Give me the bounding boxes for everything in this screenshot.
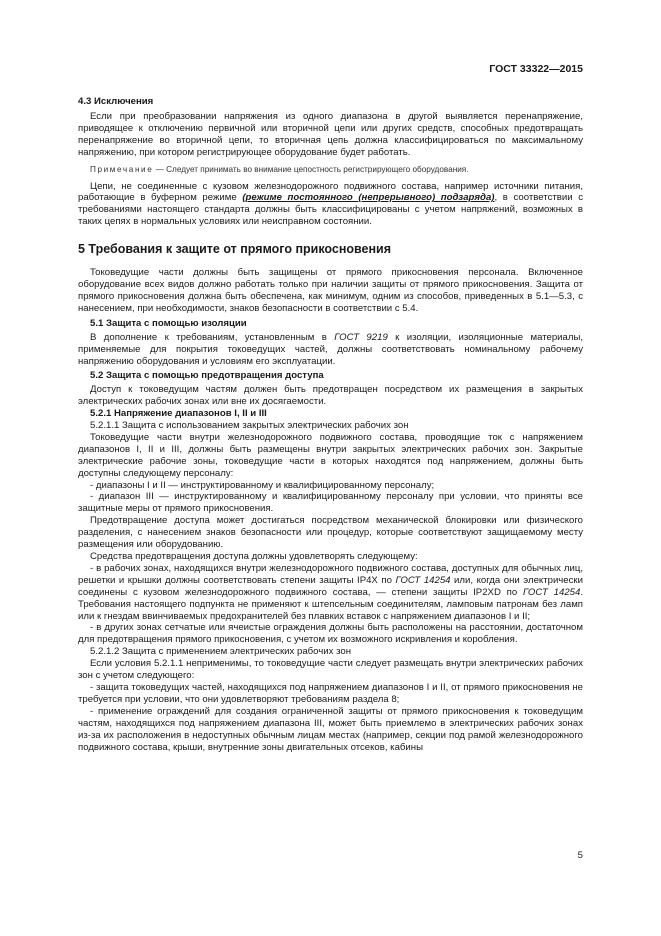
standard-code-header: ГОСТ 33322—2015 — [489, 63, 583, 75]
list-item-range-3-barriers: - применение ограждений для создания ограниченной защиты от прямого прикосновения к токоведущим частям, находящихся под напряжением диапазона III, может быть приемлемо в электрических рабочих зонах из-за их расположения в недоступных обычным лицам местах (например, секции под рамой железнодорожного подвижного состава, крыши, внутренние зоны двигательных отсеков, кабины — [78, 705, 583, 753]
section-4-3-note — [78, 165, 583, 175]
note-label: Примечание — [90, 164, 154, 174]
p2-part-a: Цепи, не соединенные с кузовом железнодорожного подвижного состава, например источники питания, работающие в буферном режиме — [78, 180, 583, 204]
section-4-3-paragraph-2 — [78, 181, 583, 229]
li3-part-a: - в рабочих зонах, находящихся внутри железнодорожного подвижного состава, доступных для обычных лиц, решетки и крышки должны соответствовать степени защиты IP4X по — [78, 562, 583, 586]
section-5-2-1-title: 5.2.1 Напряжение диапазонов I, II и III — [90, 408, 267, 420]
note-text: — Следует принимать во внимание цепостность регистрирующего оборудования. — [153, 164, 469, 174]
list-item-range-3: - диапазон III — инструктированному и квалифицированному персоналу при условии, что приняты все защитные меры от прямого прикосновения. — [78, 491, 583, 515]
section-5-2-1-1-paragraph-4: Средства предотвращения доступа должны удовлетворять следующему: — [90, 551, 418, 562]
page-content — [78, 96, 583, 753]
list-item-ranges-1-2: - диапазоны I и II — инструктированному и квалифицированному персоналу; — [90, 479, 435, 491]
section-5-2-1-1-paragraph-3: Предотвращение доступа может достигаться посредством механической блокировки или физического разделения, с нанесением знаков безопасности или процедур, которые соответствуют защищаемому месту размещения или оборудованию. — [78, 515, 583, 551]
section-5-2-1-1-paragraph: Токоведущие части внутри железнодорожного подвижного состава, проводящие ток с напряжением диапазонов I, II и III, должны быть размещены внутри закрытых электрических рабочих зон. Закрытые электрические рабочие зоны, токоведущие части в которых находятся под напряжением, должны быть доступны следующему персоналу: — [78, 431, 583, 479]
gost-9219-ref: ГОСТ 9219 — [334, 331, 388, 343]
list-item-mesh-guards: - в других зонах сетчатые или ячеистые ограждения должны быть расположены на расстоянии, достаточном для предотвращения прямого прикосновения, с учетом их возможного искривления и коробления. — [78, 622, 583, 646]
section-4-3-paragraph-1: Если при преобразовании напряжения из одного диапазона в другой выявляется перенапряжение, приводящее к отключению первичной или вторичной цепи или других средств, способных предотвращать перенапряжение во вторичной цепи, то вторичная цепь должна классифицироваться по максимальному напряжению, при котором регистрирующее оборудование будет работать. — [78, 110, 583, 158]
section-5-2-1-1-title: 5.2.1.1 Защита с использованием закрытых электрических рабочих зон — [90, 420, 409, 432]
list-item-ip-requirements — [78, 563, 583, 623]
section-5-paragraph-1: Токоведущие части должны быть защищены от прямого прикосновения персонала. Включенное оборудование всех видов должно работать только при наличии защиты от прямого прикосновения. Защита от прямого прикосновения должна быть обеспечена, как минимум, одним из способов, приведенных в 5.1—5.3, с нанесением, при необходимости, знаков безопасности в соответствии с 5.4. — [78, 267, 583, 314]
section-5-title: 5 Требования к защите от прямого прикосновения — [78, 242, 392, 257]
section-4-3-title: 4.3 Исключения — [78, 96, 154, 107]
section-5-2-1-2-paragraph: Если условия 5.2.1.1 неприменимы, то токоведущие части следует размещать внутри электрических рабочих зон с учетом следующего: — [78, 658, 583, 682]
s51-part-a: В дополнение к требованиям, установленным в — [90, 331, 335, 343]
p2-part-c: , в соответствии с требованиями настоящего стандарта должны быть классифицированы с учетом напряжений, возможных в таких цепях в нормальных условиях или неисправном состоянии. — [78, 192, 583, 228]
section-5-2-paragraph-1: Доступ к токоведущим частям должен быть предотвращен посредством их размещения в закрытых электрических рабочих зонах или вне их досягаемости. — [78, 384, 583, 408]
gost-14254-ref-1: ГОСТ 14254 — [395, 574, 451, 586]
section-5-1-title: 5.1 Защита с помощью изоляции — [90, 317, 247, 329]
section-5-1-paragraph — [78, 332, 583, 368]
s51-part-b: к изоляции, изоляционные материалы, применяемые для покрытия токоведущих частей, должны соответствовать номинальному рабочему напряжению оборудования и условиям его эксплуатации. — [78, 331, 584, 367]
section-5-2-title: 5.2 Защита с помощью предотвращения доступа — [90, 370, 324, 382]
page-number: 5 — [577, 850, 583, 861]
li3-part-b: или, когда они электрически соединены с кузовом железнодорожного подвижного состава, — степени защиты IP2XD по — [78, 574, 583, 598]
section-5-2-1-2-title: 5.2.1.2 Защита с применением электрических рабочих зон — [90, 646, 352, 658]
li3-part-c: . Требования настоящего подпункта не применяют к штепсельным соединителям, ламповым патронам без ламп или к гнездам ввинчиваемых предохранителей без плавких вставок с напряжением диапазонов I и II; — [78, 586, 583, 622]
gost-14254-ref-2: ГОСТ 14254 — [523, 586, 581, 598]
list-item-ranges-1-2-protection: - защита токоведущих частей, находящихся под напряжением диапазонов I и II, от прямого прикосновения не требуется при условии, что они удовлетворяют требованиям раздела 8; — [78, 681, 583, 705]
p2-emphasis: (режиме постоянного (непрерывного) подзаряда) — [242, 192, 495, 204]
